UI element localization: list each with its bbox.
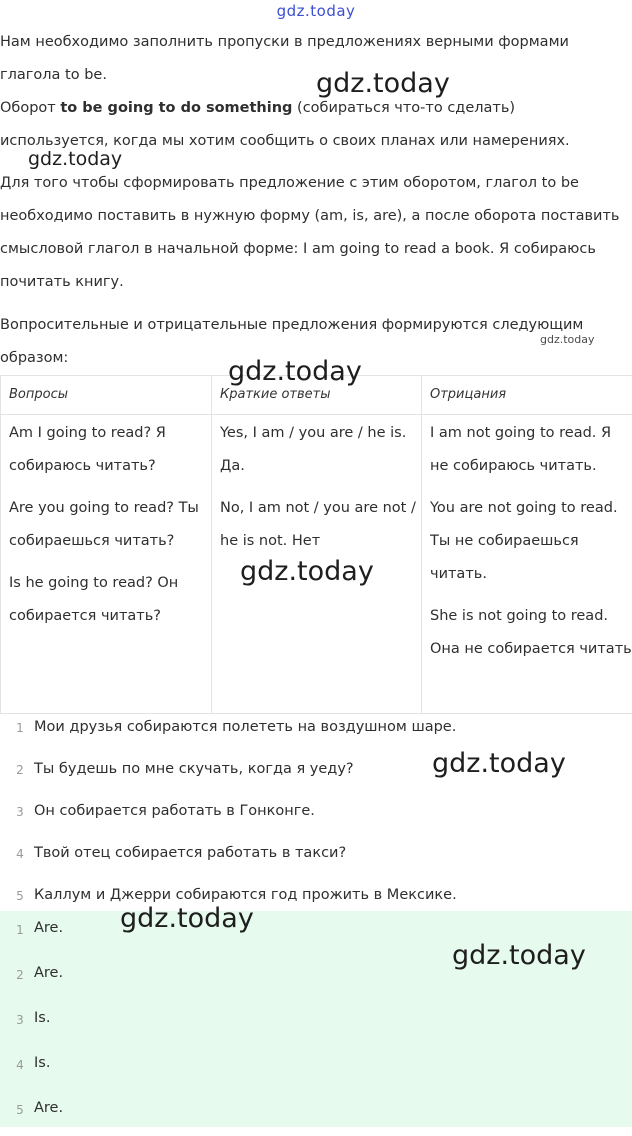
list-item — [0, 835, 632, 877]
short-answer-example: Yes, I am / you are / he is. Да. — [220, 417, 421, 483]
watermark: gdz.today — [240, 556, 374, 587]
negative-example: She is not going to read. Она не собирается читать — [430, 600, 632, 666]
watermark: gdz.today — [228, 356, 362, 387]
short-answer-example: No, I am not / you are not / he is not. Нет — [220, 492, 421, 558]
watermark: gdz.today — [120, 903, 254, 934]
list-text: Мои друзья собираются полететь на воздушном шаре. — [34, 719, 456, 735]
negative-example: You are not going to read. Ты не собираешься читать. — [430, 492, 632, 591]
table-header-short-answers: Краткие ответы — [212, 376, 422, 415]
intro-p2-bold: to be going to do something — [60, 100, 292, 116]
answer-text: Are. — [34, 1100, 63, 1116]
answer-item — [0, 1091, 632, 1136]
list-text: Каллум и Джерри собираются год прожить в Мексике. — [34, 887, 457, 903]
list-item — [0, 793, 632, 835]
site-logo[interactable]: gdz.today — [0, 2, 632, 20]
list-text: Твой отец собирается работать в такси? — [34, 845, 346, 861]
list-number: 2 — [14, 763, 26, 777]
table-header-negatives: Отрицания — [422, 376, 632, 415]
watermark: gdz.today — [28, 148, 122, 170]
intro-p2-lead: Оборот — [0, 100, 60, 116]
table-cell-negatives — [422, 415, 632, 714]
answer-text: Is. — [34, 1010, 50, 1026]
list-number: 3 — [14, 805, 26, 819]
list-text: Ты будешь по мне скучать, когда я уеду? — [34, 761, 354, 777]
question-example: Am I going to read? Я собираюсь читать? — [9, 417, 211, 483]
answer-number: 4 — [14, 1058, 26, 1072]
list-number: 5 — [14, 889, 26, 903]
list-number: 1 — [14, 721, 26, 735]
intro-p2-rest: (собираться что-то сделать) используется, когда мы хотим сообщить о своих планах или намерениях. — [0, 100, 570, 149]
answer-number: 2 — [14, 968, 26, 982]
list-number: 4 — [14, 847, 26, 861]
intro-paragraph-3: Для того чтобы сформировать предложение с этим оборотом, глагол to be необходимо поставить в нужную форму (am, is, are), а после оборота поставить смысловой глагол в начальной форме: I am going to read a book. Я собираюсь почитать книгу. — [0, 167, 628, 299]
answer-item — [0, 1001, 632, 1046]
watermark: gdz.today — [452, 940, 586, 971]
table-header-questions: Вопросы — [1, 376, 212, 415]
watermark: gdz.today — [540, 333, 595, 346]
answer-number: 1 — [14, 923, 26, 937]
question-example: Are you going to read? Ты собираешься читать? — [9, 492, 211, 558]
intro-paragraph-4: Вопросительные и отрицательные предложения формируются следующим образом: — [0, 309, 628, 375]
watermark: gdz.today — [432, 748, 566, 779]
answer-item — [0, 1046, 632, 1091]
answer-number: 3 — [14, 1013, 26, 1027]
intro-paragraph-1: Нам необходимо заполнить пропуски в предложениях верными формами глагола to be. — [0, 26, 628, 92]
answer-text: Are. — [34, 965, 63, 981]
translation-list — [0, 709, 632, 919]
negative-example: I am not going to read. Я не собираюсь читать. — [430, 417, 632, 483]
table-cell-questions — [1, 415, 212, 714]
grammar-table — [0, 375, 632, 714]
list-item — [0, 709, 632, 751]
answer-text: Is. — [34, 1055, 50, 1071]
question-example: Is he going to read? Он собирается читать? — [9, 567, 211, 633]
answer-number: 5 — [14, 1103, 26, 1117]
list-text: Он собирается работать в Гонконге. — [34, 803, 315, 819]
watermark: gdz.today — [316, 68, 450, 99]
answer-text: Are. — [34, 920, 63, 936]
